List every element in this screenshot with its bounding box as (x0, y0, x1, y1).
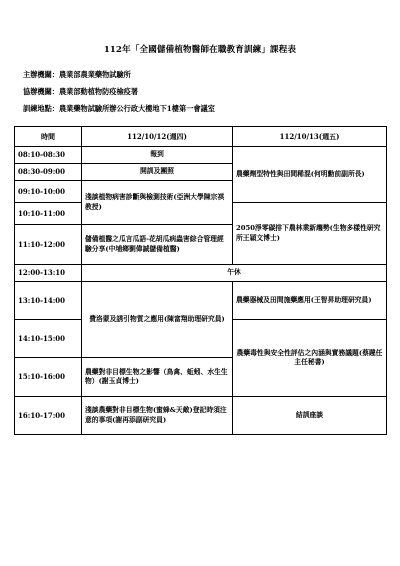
time-cell: 16:10-17:00 (15, 397, 82, 435)
time-cell: 09:10-10:00 (15, 181, 82, 203)
header-day2: 112/10/13(週五) (233, 127, 387, 147)
organizer-value: 農業部農業藥物試驗所 (58, 70, 131, 79)
co-organizer-label: 協辦機關： (23, 87, 59, 96)
table-row (15, 397, 387, 435)
session-opening: 開訓及團照 (82, 164, 233, 181)
session-closing: 結訓座談 (233, 397, 387, 435)
venue-line (23, 104, 215, 114)
schedule-table (14, 126, 387, 435)
session-day2-1: 農藥劑型特性與田間稀混(何明勳前副所長) (233, 147, 387, 203)
organizer-label: 主辦機關： (23, 70, 59, 79)
time-cell: 08:10-08:30 (15, 147, 82, 164)
session-day1-5: 淺談農藥對非目標生物(蜜蜂&天敵)登記時須注意的事項(謝再添副研究員) (82, 397, 233, 435)
session-day2-4: 農藥毒性與安全性評估之內涵與實務議題(蔡韙任主任秘書) (233, 320, 387, 397)
venue-value: 農業藥物試驗所辦公行政大樓地下1樓第一會議室 (58, 104, 215, 113)
time-cell: 10:10-11:00 (15, 203, 82, 225)
venue-label: 訓練地點： (23, 104, 59, 113)
session-day1-3: 費洛蒙及誘引物質之應用(陳富翔助理研究員) (82, 282, 233, 358)
session-day2-2: 2050淨零碳排下農林業新趨勢(生物多樣性研究所王穎文博士) (233, 203, 387, 265)
session-day1-1: 淺談植物病害診斷與檢測技術(亞洲大學陳宗祺教授) (82, 181, 233, 225)
session-day2-3: 農藥器械及田間施藥應用(王智昇助理研究員) (233, 282, 387, 320)
co-organizer-line (23, 87, 138, 97)
session-day1-2: 儲備植醫之瓜言瓜語-花胡瓜病蟲害綜合管理經驗分享(中埔鄉劉偉誠儲備植醫) (82, 225, 233, 265)
session-day1-4: 農藥對非目標生物之影響（鳥禽、蚯蚓、水生生物）(謝玉貞博士) (82, 358, 233, 397)
co-organizer-value: 農業部動植物防疫檢疫署 (58, 87, 139, 96)
time-cell: 13:10-14:00 (15, 282, 82, 320)
time-cell: 15:10-16:00 (15, 358, 82, 397)
table-row (15, 265, 387, 282)
time-cell: 11:10-12:00 (15, 225, 82, 265)
session-registration: 報到 (82, 147, 233, 164)
time-cell: 12:00-13:10 (15, 265, 82, 282)
time-cell: 14:10-15:00 (15, 320, 82, 358)
header-day1: 112/10/12(週四) (82, 127, 233, 147)
header-time: 時間 (15, 127, 82, 147)
organizer-line (23, 70, 131, 80)
time-cell: 08:30-09:00 (15, 164, 82, 181)
table-row (15, 147, 387, 164)
lunch-break: 午休 (82, 265, 387, 282)
table-row (15, 282, 387, 320)
table-header-row (15, 127, 387, 147)
page-title: 112年「全國儲備植物醫師在職教育訓練」課程表 (103, 45, 297, 55)
